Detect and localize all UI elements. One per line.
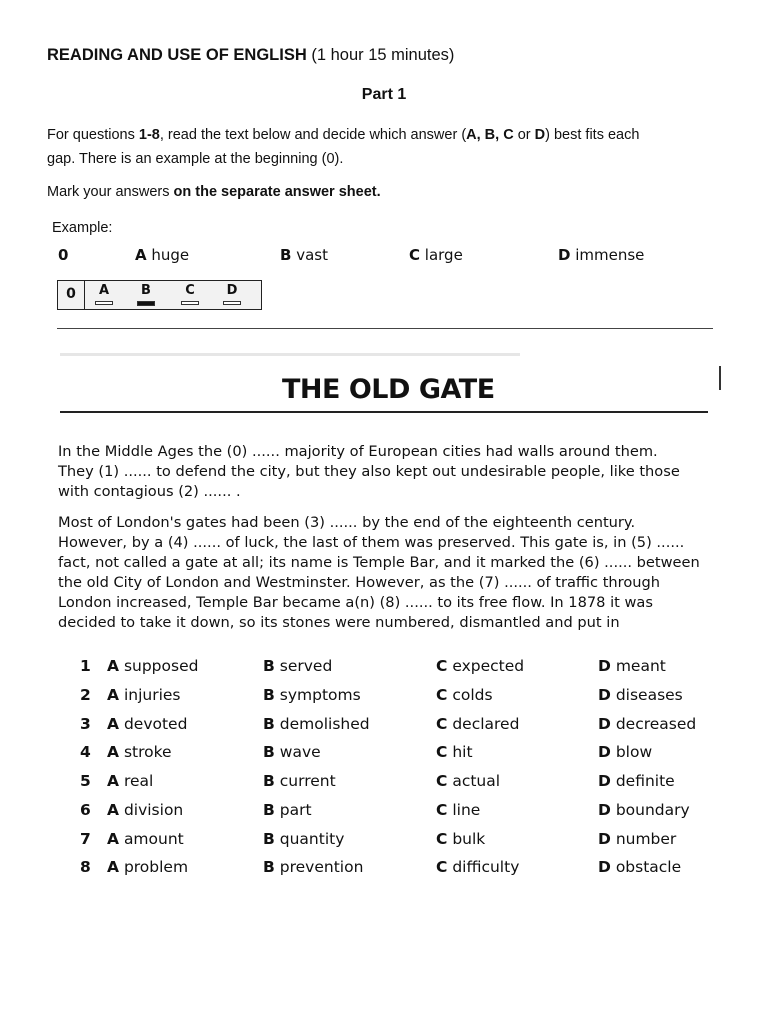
- option-word: demolished: [279, 715, 370, 733]
- option-letter: B: [263, 715, 275, 733]
- option-letter: A: [107, 858, 119, 876]
- option-b: [263, 686, 361, 704]
- option-a: [107, 858, 188, 876]
- option-b: [263, 743, 321, 761]
- option-word: injuries: [123, 686, 181, 704]
- option-word: part: [279, 801, 312, 819]
- answer-slot-c: [181, 301, 199, 305]
- instr-text-3: or: [513, 127, 535, 143]
- option-letter: A: [107, 715, 119, 733]
- option-letter: C: [436, 801, 448, 819]
- example-option-d: D immense: [558, 246, 645, 264]
- option-letter: D: [598, 657, 611, 675]
- paragraph-line: However, by a (4) ...... of luck, the last of them was preserved. This gate is, in (5) ......: [58, 534, 685, 551]
- option-letter: B: [263, 801, 275, 819]
- answer-slot-a: [95, 301, 113, 305]
- option-letter: B: [263, 858, 275, 876]
- answer-slot-b-selected: [137, 301, 155, 306]
- option-word: expected: [452, 657, 525, 675]
- option-b: [263, 772, 336, 790]
- option-b: [263, 801, 312, 819]
- option-letter: C: [436, 715, 448, 733]
- question-number: 4: [80, 743, 91, 761]
- option-letter: D: [598, 772, 611, 790]
- option-word: served: [279, 657, 333, 675]
- option-b: [263, 858, 363, 876]
- instr-letters: A, B, C: [466, 127, 514, 143]
- answer-sheet-number: 0: [58, 281, 85, 309]
- option-letter: D: [598, 801, 611, 819]
- option-b: [263, 830, 344, 848]
- option-c: [436, 657, 524, 675]
- option-d: [598, 715, 696, 733]
- option-letter: D: [598, 715, 611, 733]
- option-word: declared: [452, 715, 520, 733]
- question-row: [0, 830, 768, 859]
- article-paragraph-1: [58, 442, 714, 502]
- option-letter: D: [598, 743, 611, 761]
- section-heading: [47, 46, 454, 65]
- option-letter: C: [436, 743, 448, 761]
- example-option-a: A huge: [135, 246, 190, 264]
- option-d: [598, 830, 676, 848]
- option-letter: D: [598, 830, 611, 848]
- option-d: [598, 858, 681, 876]
- instr-text-4: ) best fits each: [545, 127, 640, 143]
- option-word: prevention: [279, 858, 364, 876]
- answer-sheet-letter-c: C: [185, 283, 195, 298]
- option-word: line: [452, 801, 481, 819]
- question-row: [0, 715, 768, 744]
- article-paragraph-2: [58, 513, 714, 633]
- option-word: devoted: [123, 715, 188, 733]
- option-d: [598, 686, 683, 704]
- instr-range: 1-8: [138, 127, 160, 143]
- option-c: [436, 686, 493, 704]
- option-word: hit: [452, 743, 473, 761]
- mark-text: Mark your answers: [47, 184, 174, 200]
- option-word: number: [615, 830, 677, 848]
- question-row: [0, 801, 768, 830]
- option-word: difficulty: [452, 858, 520, 876]
- question-row: [0, 858, 768, 887]
- section-duration: (1 hour 15 minutes): [306, 46, 455, 64]
- answer-sheet-letter-b: B: [141, 283, 151, 298]
- option-letter: A: [107, 686, 119, 704]
- option-word: blow: [615, 743, 653, 761]
- option-word: real: [123, 772, 154, 790]
- option-word: obstacle: [615, 858, 682, 876]
- option-c: [436, 801, 480, 819]
- instr-text-2: , read the text below and decide which answer (: [159, 127, 467, 143]
- instr-line-2: gap. There is an example at the beginning (0).: [47, 151, 344, 167]
- option-letter: C: [436, 657, 448, 675]
- example-answer-sheet: [57, 280, 262, 310]
- article-title: THE OLD GATE: [282, 374, 495, 405]
- title-underline: [60, 411, 708, 413]
- instr-text-1: For questions: [47, 127, 139, 143]
- paragraph-line: fact, not called a gate at all; its name is Temple Bar, and it marked the (6) ...... between: [58, 554, 700, 571]
- option-word: symptoms: [279, 686, 361, 704]
- option-letter: D: [598, 858, 611, 876]
- option-word: boundary: [615, 801, 690, 819]
- option-letter: B: [263, 830, 275, 848]
- option-c: [436, 858, 519, 876]
- option-letter: A: [107, 743, 119, 761]
- scan-mark: [719, 366, 721, 390]
- option-a: [107, 801, 183, 819]
- option-letter: A: [107, 657, 119, 675]
- option-d: [598, 801, 690, 819]
- option-c: [436, 772, 500, 790]
- paragraph-line: decided to take it down, so its stones were numbered, dismantled and put in: [58, 614, 620, 631]
- option-letter: B: [263, 657, 275, 675]
- option-word: diseases: [615, 686, 683, 704]
- option-d: [598, 743, 652, 761]
- answer-slot-d: [223, 301, 241, 305]
- option-c: [436, 743, 473, 761]
- option-a: [107, 772, 153, 790]
- paragraph-line: Most of London's gates had been (3) ...... by the end of the eighteenth century.: [58, 514, 636, 531]
- question-number: 8: [80, 858, 91, 876]
- question-row: [0, 772, 768, 801]
- option-a: [107, 830, 184, 848]
- scan-artifact: [60, 353, 520, 356]
- option-word: problem: [123, 858, 189, 876]
- question-row: [0, 657, 768, 686]
- option-d: [598, 772, 675, 790]
- section-title: READING AND USE OF ENGLISH: [47, 46, 307, 64]
- option-word: wave: [279, 743, 321, 761]
- option-letter: C: [436, 858, 448, 876]
- instr-letter-d: D: [534, 127, 546, 143]
- example-option-c: C large: [409, 246, 463, 264]
- option-word: division: [123, 801, 184, 819]
- option-d: [598, 657, 666, 675]
- mark-bold: on the separate answer sheet.: [173, 184, 381, 200]
- question-number: 1: [80, 657, 91, 675]
- question-number: 5: [80, 772, 91, 790]
- option-word: supposed: [123, 657, 199, 675]
- example-label: Example:: [52, 220, 113, 236]
- option-letter: C: [436, 772, 448, 790]
- option-b: [263, 715, 370, 733]
- option-letter: A: [107, 830, 119, 848]
- paragraph-line: with contagious (2) ...... .: [58, 483, 241, 500]
- option-word: meant: [615, 657, 666, 675]
- option-letter: C: [436, 686, 448, 704]
- example-number: 0: [58, 246, 69, 264]
- option-word: decreased: [615, 715, 697, 733]
- example-option-b: B vast: [280, 246, 328, 264]
- paragraph-line: London increased, Temple Bar became a(n) (8) ...... to its free flow. In 1878 it was: [58, 594, 653, 611]
- option-word: actual: [452, 772, 501, 790]
- question-number: 7: [80, 830, 91, 848]
- question-number: 3: [80, 715, 91, 733]
- instructions: [47, 123, 737, 171]
- part-title: Part 1: [361, 86, 407, 103]
- option-letter: D: [598, 686, 611, 704]
- question-row: [0, 686, 768, 715]
- option-a: [107, 715, 187, 733]
- option-letter: A: [107, 801, 119, 819]
- question-number: 6: [80, 801, 91, 819]
- option-word: current: [279, 772, 336, 790]
- option-a: [107, 657, 198, 675]
- option-b: [263, 657, 332, 675]
- option-word: colds: [452, 686, 493, 704]
- paragraph-line: In the Middle Ages the (0) ...... majority of European cities had walls around them.: [58, 443, 658, 460]
- option-a: [107, 686, 181, 704]
- option-letter: B: [263, 686, 275, 704]
- paragraph-line: the old City of London and Westminster. However, as the (7) ...... of traffic through: [58, 574, 661, 591]
- option-letter: A: [107, 772, 119, 790]
- option-word: bulk: [452, 830, 486, 848]
- question-number: 2: [80, 686, 91, 704]
- divider: [57, 328, 713, 329]
- option-word: definite: [615, 772, 675, 790]
- option-c: [436, 830, 485, 848]
- option-word: quantity: [279, 830, 345, 848]
- question-row: [0, 743, 768, 772]
- mark-instruction: [47, 184, 381, 200]
- option-word: stroke: [123, 743, 172, 761]
- option-letter: B: [263, 772, 275, 790]
- option-letter: B: [263, 743, 275, 761]
- option-word: amount: [123, 830, 184, 848]
- answer-sheet-letter-d: D: [226, 283, 238, 298]
- option-letter: C: [436, 830, 448, 848]
- option-a: [107, 743, 172, 761]
- option-c: [436, 715, 519, 733]
- paragraph-line: They (1) ...... to defend the city, but they also kept out undesirable people, like those: [58, 463, 680, 480]
- answer-sheet-letter-a: A: [98, 283, 110, 298]
